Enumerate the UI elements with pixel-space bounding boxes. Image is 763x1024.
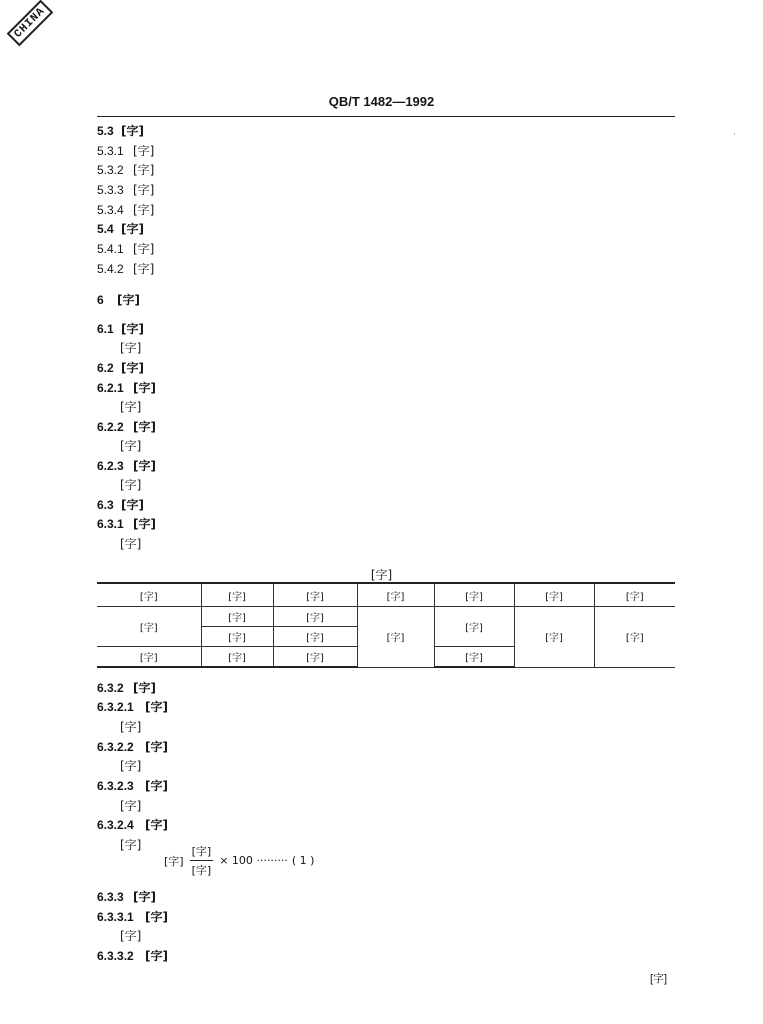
formula-lhs: [字] [164, 854, 184, 868]
clause-number: 5.4.1 [97, 242, 124, 256]
clause-heading: [字] [145, 818, 168, 832]
china-stamp: CHINA [7, 0, 54, 46]
clause-number: 6.2.3 [97, 459, 124, 473]
table-caption: [字] [370, 568, 393, 582]
clause-number: 6.3.3.2 [97, 949, 134, 963]
table-header-cell: [字] [97, 583, 201, 607]
table-cell-speed: [字] [434, 647, 514, 668]
clause-heading: [字] [133, 890, 156, 904]
clause-line [97, 322, 144, 336]
formula-numerator: [字] [190, 843, 214, 861]
clause-heading: [字] [121, 361, 144, 375]
body-text-line [120, 929, 141, 943]
clause-number: 6.3.3 [97, 890, 124, 904]
body-text-line [120, 759, 141, 773]
clause-line [97, 163, 154, 177]
table-header-cell: [字] [594, 583, 675, 607]
table-row [97, 607, 675, 627]
clause-text: [字] [133, 203, 155, 217]
table-cell-time: [字] [357, 607, 434, 668]
clause-number: 6.3.2.1 [97, 700, 134, 714]
clause-line [97, 420, 156, 434]
clause-line [97, 910, 168, 924]
clause-text: [字] [120, 759, 142, 773]
clause-heading: [字] [133, 420, 156, 434]
clause-line [97, 949, 168, 963]
clause-number: 6.3.3.1 [97, 910, 134, 924]
clause-number: 5.3 [97, 124, 114, 138]
table-cell-tool: [字] [514, 607, 594, 668]
table-cell-item: [字] [201, 627, 273, 647]
clause-text: [字] [133, 183, 155, 197]
clause-number: 5.3.3 [97, 183, 124, 197]
clause-heading: [字] [117, 293, 140, 307]
clause-text: [字] [133, 163, 155, 177]
clause-heading: [字] [121, 222, 144, 236]
body-text-line [120, 478, 141, 492]
clause-line [97, 890, 156, 904]
body-text-line [120, 400, 141, 414]
clause-number: 6.2.2 [97, 420, 124, 434]
clause-heading: [字] [133, 517, 156, 531]
clause-line [97, 144, 154, 158]
formula-label: ( 1 ) [291, 854, 315, 867]
clause-line [97, 381, 156, 395]
clause-number: 5.4 [97, 222, 114, 236]
clause-heading: [字] [121, 124, 144, 138]
clause-number: 6.3.2 [97, 681, 124, 695]
table-cell-item: [字] [201, 647, 273, 668]
clause-number: 6.2 [97, 361, 114, 375]
clause-heading: [字] [145, 700, 168, 714]
clause-text: [字] [120, 439, 142, 453]
body-text-line [120, 537, 141, 551]
clause-number: 6.1 [97, 322, 114, 336]
clause-line [97, 124, 144, 138]
clause-line [97, 262, 154, 276]
clause-number: 6.2.1 [97, 381, 124, 395]
clause-number: 6.3.2.4 [97, 818, 134, 832]
body-text-line [120, 720, 141, 734]
clause-text: [字] [120, 929, 142, 943]
clause-number: 6.3.1 [97, 517, 124, 531]
table-header-cell: [字] [201, 583, 273, 607]
table-header-cell: [字] [273, 583, 357, 607]
clause-heading: [字] [133, 681, 156, 695]
clause-line [97, 222, 144, 236]
clause-number: 5.3.2 [97, 163, 124, 177]
clause-line [97, 681, 156, 695]
table-header-cell: [字] [357, 583, 434, 607]
table-cell-material: [字] [594, 607, 675, 668]
clause-text: [字] [133, 242, 155, 256]
formula-multiplier: × 100 ········· [219, 854, 288, 867]
clause-number: 5.3.1 [97, 144, 124, 158]
table-header-row [97, 583, 675, 607]
clause-heading: [字] [121, 322, 144, 336]
standard-code-header: QB/T 1482—1992 [328, 94, 435, 109]
formula-denominator: [字] [191, 864, 212, 877]
scan-speck: · [733, 130, 736, 140]
table-cell-machine-type: [字] [97, 647, 201, 668]
clause-line [97, 517, 156, 531]
clause-text: [字] [120, 400, 142, 414]
clause-heading: [字] [121, 498, 144, 512]
clause-text: [字] [133, 262, 155, 276]
body-text-line [120, 838, 141, 852]
clause-line [97, 183, 154, 197]
page-number: [字] [650, 973, 668, 985]
clause-line [97, 242, 154, 256]
table-cell-range: [字] [273, 627, 357, 647]
clause-line [97, 779, 168, 793]
clause-line [97, 293, 140, 307]
formula-fraction [190, 843, 214, 878]
table-header-cell: [字] [434, 583, 514, 607]
clause-line [97, 203, 154, 217]
clause-text: [字] [120, 720, 142, 734]
clause-heading: [字] [133, 381, 156, 395]
table-cell-machine-type: [字] [97, 607, 201, 647]
clause-number: 5.3.4 [97, 203, 124, 217]
clause-text: [字] [133, 144, 155, 158]
clause-number: 6.3.2.2 [97, 740, 134, 754]
error-formula [164, 843, 314, 878]
test-conditions-table [97, 582, 675, 668]
clause-line [97, 740, 168, 754]
clause-text: [字] [120, 478, 142, 492]
clause-text: [字] [120, 537, 142, 551]
clause-text: [字] [120, 838, 142, 852]
clause-number: 6.3.2.3 [97, 779, 134, 793]
table-header-cell: [字] [514, 583, 594, 607]
clause-line [97, 459, 156, 473]
table-cell-speed: [字] [434, 607, 514, 647]
table-cell-range: [字] [273, 647, 357, 668]
table-cell-range: [字] [273, 607, 357, 627]
clause-number: 5.4.2 [97, 262, 124, 276]
clause-heading: [字] [145, 910, 168, 924]
clause-heading: [字] [145, 740, 168, 754]
body-text-line [120, 341, 141, 355]
clause-heading: [字] [145, 779, 168, 793]
clause-number: 6 [97, 293, 104, 307]
clause-line [97, 700, 168, 714]
clause-heading: [字] [145, 949, 168, 963]
header-rule [97, 116, 675, 117]
clause-line [97, 361, 144, 375]
clause-number: 6.3 [97, 498, 114, 512]
table-cell-item: [字] [201, 607, 273, 627]
clause-text: [字] [120, 341, 142, 355]
clause-line [97, 498, 144, 512]
clause-line [97, 818, 168, 832]
clause-text: [字] [120, 799, 142, 813]
clause-heading: [字] [133, 459, 156, 473]
body-text-line [120, 799, 141, 813]
body-text-line [120, 439, 141, 453]
